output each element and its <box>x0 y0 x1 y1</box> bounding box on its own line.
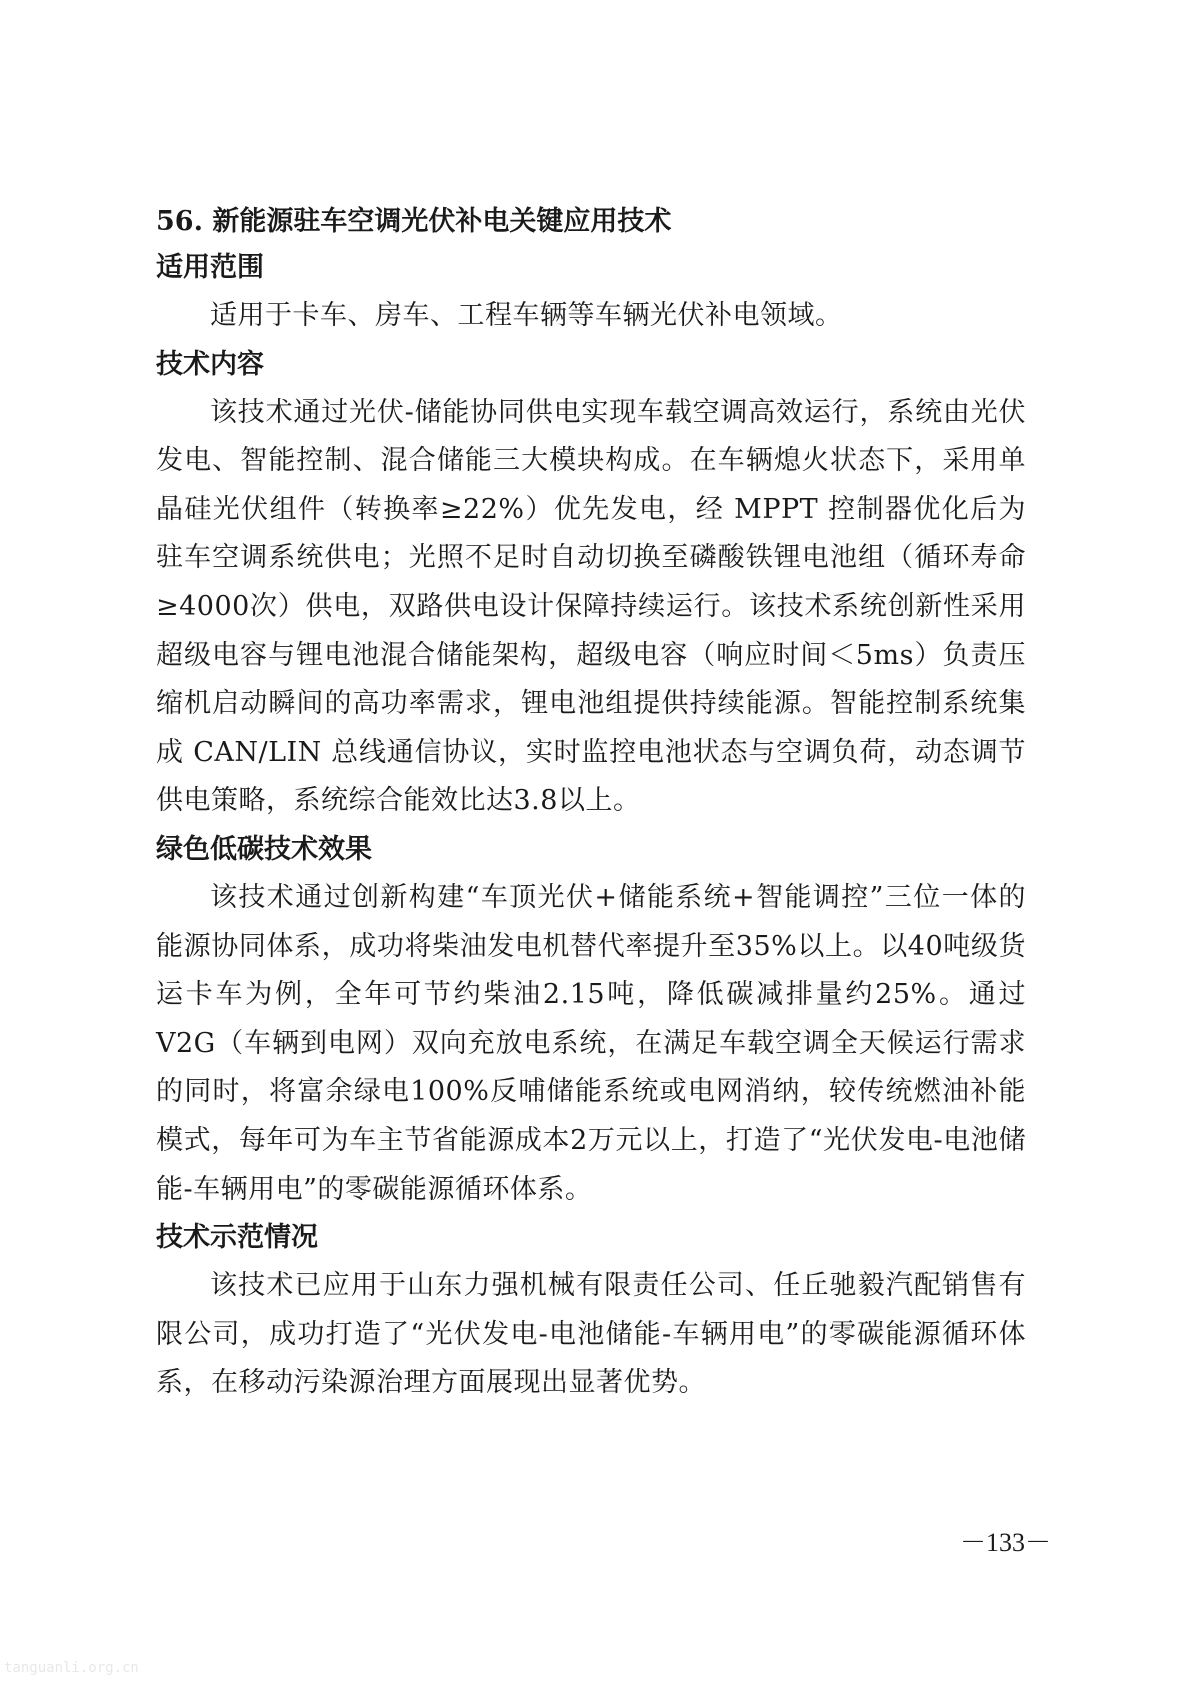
section-demonstration <box>156 1214 1026 1408</box>
section-heading: 技术内容 <box>156 348 264 380</box>
section-scope <box>156 244 1026 341</box>
section-paragraph: 该技术通过创新构建“车顶光伏+储能系统+智能调控”三位一体的能源协同体系，成功将柴油发电机替代率提升至35%以上。以40吨级货运卡车为例，全年可节约柴油2.15吨，降低碳减排量约25%。通过 V2G（车辆到电网）双向充放电系统，在满足车载空调全天候运行需求的同时，将富余绿电100%反哺储能系统或电网消纳，较传统燃油补能模式，每年可为车主节省能源成本2万元以上，打造了“光伏发电-电池储能-车辆用电”的零碳能源循环体系。 <box>156 881 1026 1205</box>
section-heading: 绿色低碳技术效果 <box>156 833 372 865</box>
section-paragraph: 适用于卡车、房车、工程车辆等车辆光伏补电领域。 <box>210 300 843 331</box>
section-paragraph: 该技术通过光伏-储能协同供电实现车载空调高效运行，系统由光伏发电、智能控制、混合储能三大模块构成。在车辆熄火状态下，采用单晶硅光伏组件（转换率≥22%）优先发电，经 MPPT 控制器优化后为驻车空调系统供电；光照不足时自动切换至磷酸铁锂电池组（循环寿命≥4000次）供电，双路供电设计保障持续运行。该技术系统创新性采用超级电容与锂电池混合储能架构，超级电容（响应时间＜5ms）负责压缩机启动瞬间的高功率需求，锂电池组提供持续能源。智能控制系统集成 CAN/LIN 总线通信协议，实时监控电池状态与空调负荷，动态调节供电策略，系统综合能效比达3.8以上。 <box>156 396 1026 817</box>
section-heading: 适用范围 <box>156 252 264 283</box>
section-paragraph: 该技术已应用于山东力强机械有限责任公司、任丘驰毅汽配销售有限公司，成功打造了“光伏发电-电池储能-车辆用电”的零碳能源循环体系，在移动污染源治理方面展现出显著优势。 <box>156 1270 1026 1399</box>
watermark-text: tanguanli.org.cn <box>4 1660 139 1676</box>
section-technical-content <box>156 341 1026 826</box>
section-heading: 技术示范情况 <box>156 1222 318 1254</box>
document-title: 56. 新能源驻车空调光伏补电关键应用技术 <box>156 206 672 237</box>
section-green-effect <box>156 826 1026 1214</box>
document-page <box>156 200 1026 1408</box>
page-number: －133－ <box>960 1528 1052 1557</box>
